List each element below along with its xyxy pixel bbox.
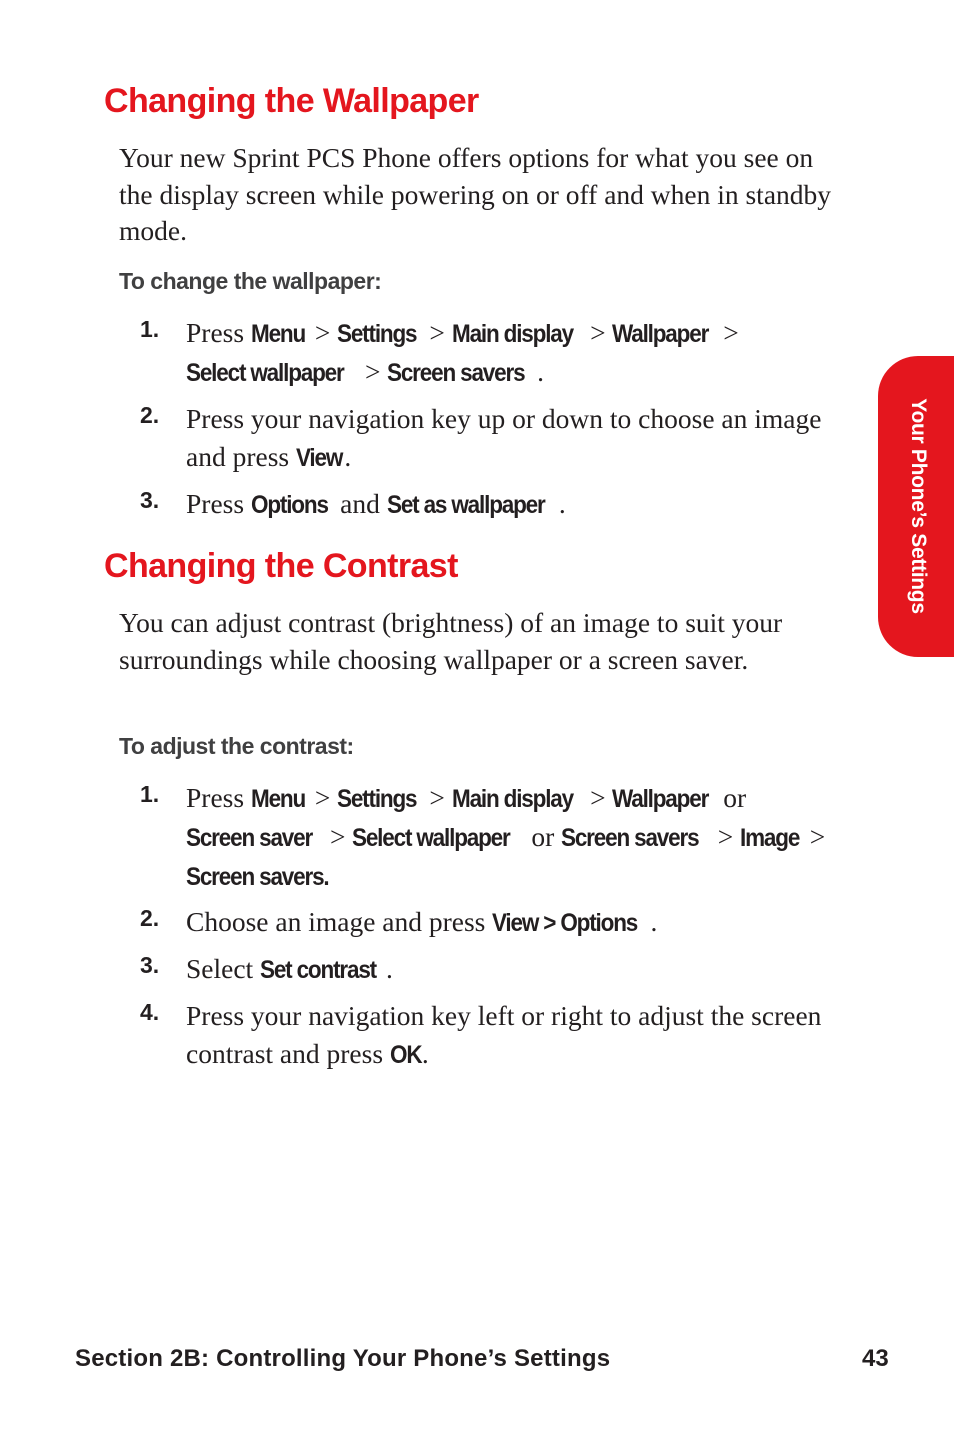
key-term: Wallpaper bbox=[612, 320, 709, 348]
step-text-run: . bbox=[558, 488, 566, 519]
side-tab-label: Your Phone’s Settings bbox=[907, 398, 930, 614]
key-term: Screen savers bbox=[387, 359, 525, 387]
key-term: Options bbox=[250, 491, 328, 519]
step-text bbox=[186, 314, 841, 392]
key-term: Menu bbox=[250, 785, 306, 813]
heading-changing-contrast: Changing the Contrast bbox=[104, 547, 458, 585]
step-text-run: Press your navigation key left or right to adjust the screen contrast and press bbox=[186, 1000, 822, 1069]
step-text bbox=[186, 779, 841, 896]
step-text-run: . bbox=[344, 441, 352, 472]
step-text-run: or bbox=[524, 821, 562, 852]
step-text-run: > bbox=[308, 317, 338, 348]
step-text-run: . bbox=[421, 1038, 429, 1069]
step-text-run: > bbox=[802, 821, 826, 852]
footer-page-number: 43 bbox=[862, 1345, 889, 1372]
step-text-run: > bbox=[323, 821, 353, 852]
step-number: 2. bbox=[140, 402, 160, 428]
step-text bbox=[186, 997, 841, 1074]
key-term: Select wallpaper bbox=[186, 359, 344, 387]
key-term: Settings bbox=[337, 320, 417, 348]
key-term: Main display bbox=[451, 320, 573, 348]
step-text bbox=[186, 485, 841, 524]
step-number: 1. bbox=[140, 781, 160, 807]
key-term: Wallpaper bbox=[612, 785, 709, 813]
step-text-run: . bbox=[385, 953, 393, 984]
step-number: 3. bbox=[140, 952, 160, 978]
key-term: Set as wallpaper bbox=[386, 491, 545, 519]
step-text-run: > bbox=[583, 782, 613, 813]
section-side-tab bbox=[878, 356, 954, 657]
step-text-run: Select bbox=[186, 953, 261, 984]
key-term: View > Options bbox=[492, 909, 638, 937]
key-term: Screen savers bbox=[561, 824, 699, 852]
intro-contrast: You can adjust contrast (brightness) of an image to suit your surroundings while choosing wallpaper or a screen saver. bbox=[119, 607, 783, 675]
step-text bbox=[186, 950, 841, 989]
step-text-run: . bbox=[537, 356, 544, 387]
step-text-run: > bbox=[710, 821, 741, 852]
step-text-run: Press your navigation key up or down to choose an image and press bbox=[186, 403, 822, 472]
step-text-run: Press bbox=[186, 317, 251, 348]
step-text bbox=[186, 903, 841, 942]
key-term: Set contrast bbox=[260, 956, 377, 984]
step-text-run: > bbox=[583, 317, 613, 348]
step-text-run: > bbox=[358, 356, 388, 387]
key-term: Settings bbox=[337, 785, 417, 813]
step-number: 3. bbox=[140, 487, 160, 513]
step-text-run: . bbox=[650, 906, 658, 937]
step-text-run: > bbox=[422, 317, 452, 348]
step-number: 2. bbox=[140, 905, 160, 931]
step-text-run: > bbox=[308, 782, 338, 813]
key-term: Main display bbox=[451, 785, 573, 813]
step-number: 1. bbox=[140, 316, 160, 342]
footer-section-title: Section 2B: Controlling Your Phone’s Settings bbox=[75, 1345, 611, 1372]
intro-wallpaper: Your new Sprint PCS Phone offers options for what you see on the display screen while powering on or off and when in standby mode. bbox=[119, 142, 832, 246]
key-term: Select wallpaper bbox=[352, 824, 510, 852]
step-text-run: > bbox=[716, 317, 739, 348]
step-text-run: or bbox=[716, 782, 747, 813]
step-text-run: Choose an image and press bbox=[186, 906, 493, 937]
subheading-change-wallpaper: To change the wallpaper: bbox=[119, 268, 382, 294]
step-text bbox=[186, 400, 841, 477]
step-text-run: and bbox=[333, 488, 387, 519]
step-text-run: Press bbox=[186, 782, 251, 813]
key-term: Screen saver bbox=[186, 824, 313, 852]
key-term: View bbox=[295, 444, 343, 472]
step-number: 4. bbox=[140, 999, 160, 1025]
key-term: Menu bbox=[250, 320, 306, 348]
key-term: OK bbox=[389, 1041, 422, 1069]
step-text-run: Press bbox=[186, 488, 251, 519]
subheading-adjust-contrast: To adjust the contrast: bbox=[119, 733, 354, 759]
key-term: Image bbox=[740, 824, 800, 852]
key-term: Screen savers. bbox=[186, 863, 329, 891]
step-text-run: > bbox=[422, 782, 452, 813]
heading-changing-wallpaper: Changing the Wallpaper bbox=[104, 82, 479, 120]
